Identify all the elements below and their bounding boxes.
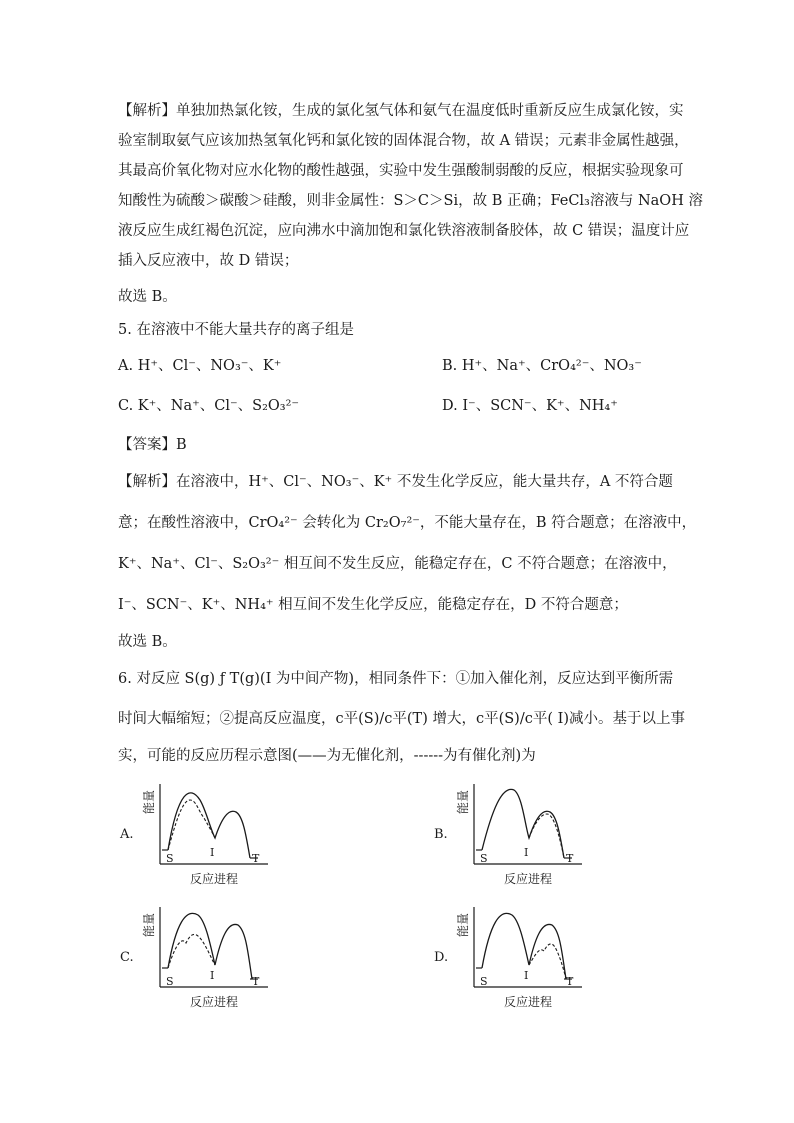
q6-option-b <box>432 780 612 899</box>
q6-option-d <box>432 903 612 1022</box>
label-t: T <box>566 852 574 865</box>
label-t: T <box>252 852 260 865</box>
q6-stem-line-1: 6. 对反应 S(g) ƒ T(g)(I 为中间产物)，相同条件下：①加入催化剂，反应达到平衡所需 <box>118 671 674 687</box>
x-axis-label: 反应进程 <box>503 872 553 886</box>
q5-analysis-line-3: K⁺、Na⁺、Cl⁻、S₂O₃²⁻ 相互间不发生反应，能稳定存在，C 不符合题意；在溶液中， <box>118 556 677 572</box>
q5-analysis-line-4: I⁻、SCN⁻、K⁺、NH₄⁺ 相互间不发生化学反应，能稳定存在，D 不符合题意； <box>118 597 628 613</box>
label-i: I <box>524 969 529 982</box>
q5-option-c: C. K⁺、Na⁺、Cl⁻、S₂O₃²⁻ <box>118 398 300 414</box>
analysis4-conclusion: 故选 B。 <box>118 289 177 305</box>
label-t: T <box>566 975 574 988</box>
label-s: S <box>480 975 488 988</box>
analysis4-line-2: 验室制取氨气应该加热氢氧化钙和氯化铵的固体混合物，故 A 错误；元素非金属性越强， <box>118 133 689 149</box>
x-axis-label: 反应进程 <box>189 995 239 1009</box>
catalyzed-curve <box>529 814 564 858</box>
label-i: I <box>524 846 529 859</box>
y-axis-label: 能量 <box>142 912 156 938</box>
q6-stem-line-3: 实，可能的反应历程示意图(——为无催化剂，------为有催化剂)为 <box>118 748 536 764</box>
q5-conclusion: 故选 B。 <box>118 634 177 650</box>
q6-stem-line-2: 时间大幅缩短；②提高反应温度，c平(S)/c平(T) 增大，c平(S)/c平( I)减小。基于以上事 <box>118 711 685 727</box>
option-letter: C. <box>120 950 134 965</box>
y-axis-label: 能量 <box>142 789 156 815</box>
energy-diagram <box>118 903 298 1018</box>
energy-diagram <box>432 780 612 895</box>
label-s: S <box>166 975 174 988</box>
analysis4-line-4: 知酸性为硫酸＞碳酸＞硅酸，则非金属性：S＞C＞Si，故 B 正确；FeCl₃溶液与 NaOH 溶 <box>118 193 703 209</box>
energy-diagram <box>118 780 298 895</box>
energy-diagram <box>432 903 612 1018</box>
x-axis-label: 反应进程 <box>189 872 239 886</box>
label-i: I <box>210 969 215 982</box>
q5-stem: 5. 在溶液中不能大量共存的离子组是 <box>118 322 354 338</box>
q5-option-b: B. H⁺、Na⁺、CrO₄²⁻、NO₃⁻ <box>442 358 642 374</box>
option-letter: A. <box>120 827 134 842</box>
label-i: I <box>210 846 215 859</box>
label-s: S <box>480 852 488 865</box>
catalyzed-curve <box>529 944 566 979</box>
q5-analysis-line-1: 【解析】在溶液中，H⁺、Cl⁻、NO₃⁻、K⁺ 不发生化学反应，能大量共存，A 不符合题 <box>118 474 673 490</box>
analysis4-line-3: 其最高价氧化物对应水化物的酸性越强，实验中发生强酸制弱酸的反应，根据实验现象可 <box>118 163 684 179</box>
q5-option-a: A. H⁺、Cl⁻、NO₃⁻、K⁺ <box>118 358 282 374</box>
q5-analysis-line-2: 意；在酸性溶液中，CrO₄²⁻ 会转化为 Cr₂O₇²⁻，不能大量存在，B 符合题意；在溶液中， <box>118 515 697 531</box>
uncatalyzed-curve <box>168 793 250 858</box>
x-axis-label: 反应进程 <box>503 995 553 1009</box>
uncatalyzed-curve <box>482 789 564 858</box>
analysis4-line-5: 液反应生成红褐色沉淀，应向沸水中滴加饱和氯化铁溶液制备胶体，故 C 错误；温度计应 <box>118 223 690 239</box>
label-t: T <box>252 975 260 988</box>
y-axis-label: 能量 <box>456 912 470 938</box>
option-letter: D. <box>434 950 449 965</box>
label-s: S <box>166 852 174 865</box>
q6-option-c <box>118 903 298 1022</box>
q5-answer: 【答案】B <box>118 437 187 453</box>
catalyzed-curve <box>168 800 215 850</box>
analysis4-line-6: 插入反应液中，故 D 错误； <box>118 253 299 269</box>
analysis4-line-1: 【解析】单独加热氯化铵，生成的氯化氢气体和氨气在温度低时重新反应生成氯化铵，实 <box>118 103 684 119</box>
option-letter: B. <box>434 827 448 842</box>
y-axis-label: 能量 <box>456 789 470 815</box>
q5-option-d: D. I⁻、SCN⁻、K⁺、NH₄⁺ <box>442 398 618 414</box>
q6-option-a <box>118 780 298 899</box>
